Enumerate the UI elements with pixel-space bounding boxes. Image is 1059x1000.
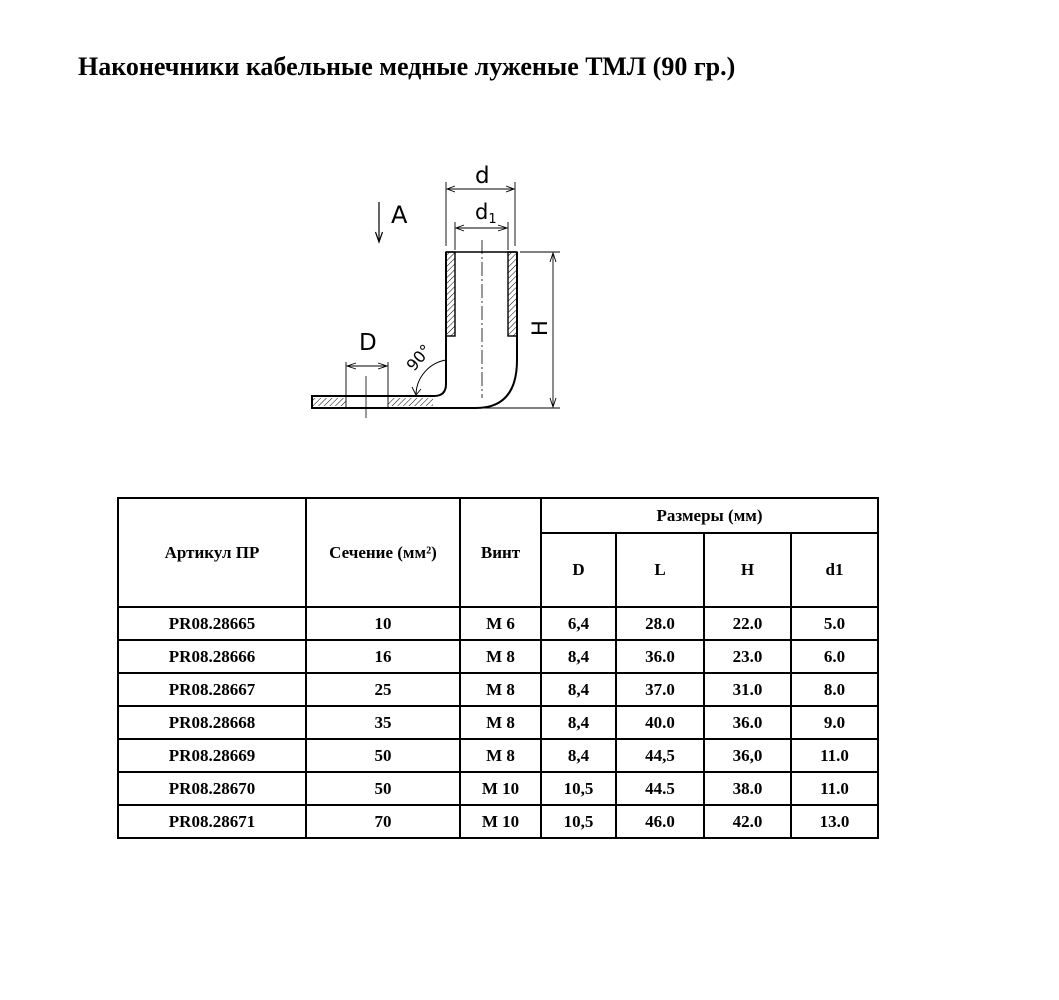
cell-d1: 13.0 — [791, 805, 878, 838]
cell-article: PR08.28666 — [118, 640, 306, 673]
specification-table — [117, 497, 879, 839]
angle-label: 90° — [402, 340, 436, 375]
cell-section: 25 — [306, 673, 460, 706]
table-row — [118, 805, 878, 838]
cell-section: 70 — [306, 805, 460, 838]
table-row — [118, 673, 878, 706]
cell-l: 28.0 — [616, 607, 704, 640]
header-article: Артикул ПР — [118, 498, 306, 607]
table-row — [118, 640, 878, 673]
cell-l: 37.0 — [616, 673, 704, 706]
cell-article: PR08.28670 — [118, 772, 306, 805]
cell-h: 42.0 — [704, 805, 791, 838]
cell-section: 10 — [306, 607, 460, 640]
cell-h: 36.0 — [704, 706, 791, 739]
table-row — [118, 772, 878, 805]
cell-h: 38.0 — [704, 772, 791, 805]
cell-d: 6,4 — [541, 607, 616, 640]
cell-section: 50 — [306, 772, 460, 805]
cell-screw: М 10 — [460, 772, 541, 805]
dim-d-label: d — [475, 163, 490, 189]
cell-l: 40.0 — [616, 706, 704, 739]
cell-d1: 11.0 — [791, 739, 878, 772]
cell-screw: М 10 — [460, 805, 541, 838]
header-d1: d1 — [791, 533, 878, 607]
cell-section: 16 — [306, 640, 460, 673]
header-h: H — [704, 533, 791, 607]
cell-article: PR08.28667 — [118, 673, 306, 706]
cell-screw: М 8 — [460, 706, 541, 739]
cell-screw: М 8 — [460, 673, 541, 706]
cell-section: 35 — [306, 706, 460, 739]
cell-d: 8,4 — [541, 640, 616, 673]
cell-d1: 11.0 — [791, 772, 878, 805]
cell-h: 23.0 — [704, 640, 791, 673]
cell-d: 10,5 — [541, 805, 616, 838]
header-l: L — [616, 533, 704, 607]
cell-h: 31.0 — [704, 673, 791, 706]
cell-l: 36.0 — [616, 640, 704, 673]
cell-d1: 8.0 — [791, 673, 878, 706]
cell-d: 8,4 — [541, 739, 616, 772]
table-row — [118, 607, 878, 640]
cell-screw: М 8 — [460, 640, 541, 673]
cell-h: 36,0 — [704, 739, 791, 772]
view-a-label: A — [391, 201, 408, 229]
cell-article: PR08.28668 — [118, 706, 306, 739]
cell-section: 50 — [306, 739, 460, 772]
cell-article: PR08.28671 — [118, 805, 306, 838]
cell-d1: 9.0 — [791, 706, 878, 739]
cell-article: PR08.28665 — [118, 607, 306, 640]
header-section: Сечение (мм²) — [306, 498, 460, 607]
dim-d-hole-label: D — [359, 330, 377, 356]
cell-l: 44,5 — [616, 739, 704, 772]
table-row — [118, 739, 878, 772]
cell-d1: 5.0 — [791, 607, 878, 640]
cell-screw: М 6 — [460, 607, 541, 640]
dim-h-label: H — [528, 320, 552, 336]
cell-l: 44.5 — [616, 772, 704, 805]
header-screw: Винт — [460, 498, 541, 607]
lug-technical-drawing — [300, 160, 570, 430]
table-row — [118, 706, 878, 739]
cell-article: PR08.28669 — [118, 739, 306, 772]
cell-l: 46.0 — [616, 805, 704, 838]
view-arrow — [376, 202, 383, 242]
cell-d: 8,4 — [541, 673, 616, 706]
dim-d1-label: d1 — [475, 200, 497, 227]
page-title: Наконечники кабельные медные луженые ТМЛ (90 гр.) — [78, 52, 736, 81]
header-d: D — [541, 533, 616, 607]
cell-screw: М 8 — [460, 739, 541, 772]
header-dimensions: Размеры (мм) — [541, 498, 878, 533]
cell-h: 22.0 — [704, 607, 791, 640]
cell-d1: 6.0 — [791, 640, 878, 673]
cell-d: 8,4 — [541, 706, 616, 739]
cell-d: 10,5 — [541, 772, 616, 805]
